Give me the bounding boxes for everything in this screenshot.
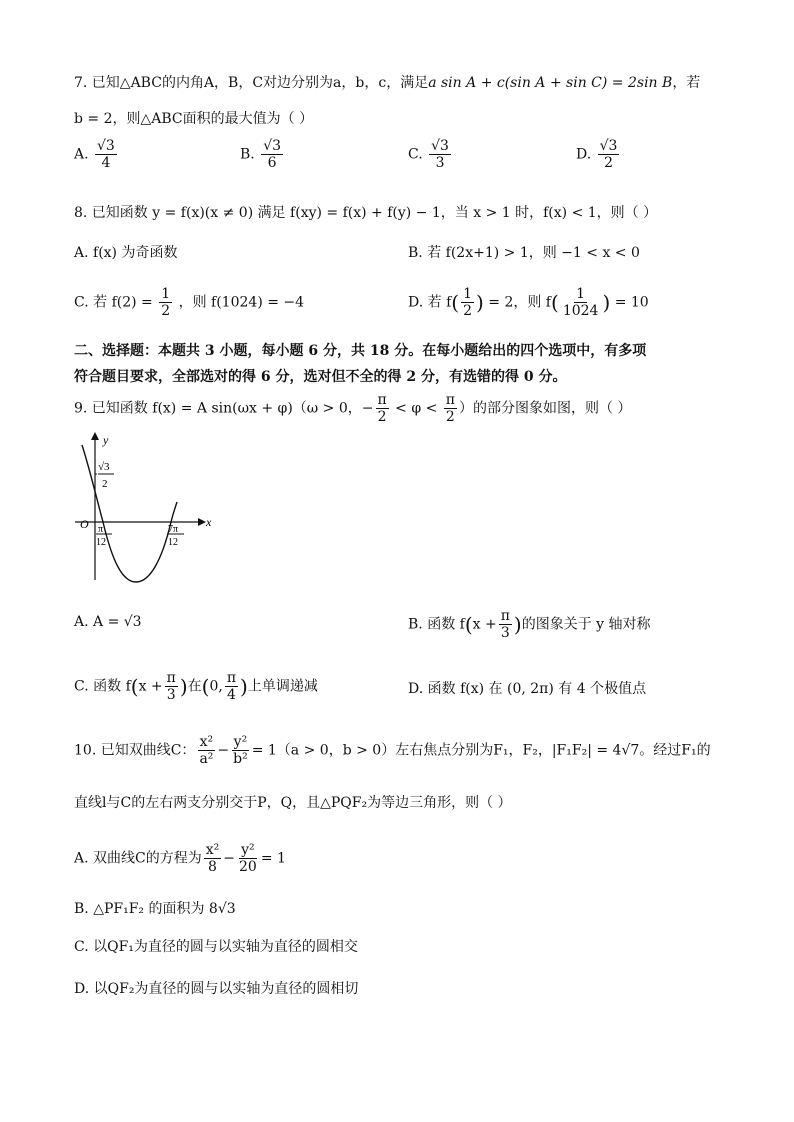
q9-option-d[interactable]: D. 函数 f(x) 在 (0, 2π) 有 4 个极值点: [408, 681, 647, 697]
q7-option-a[interactable]: [74, 138, 119, 171]
q10-stem-text: 10. 已知双曲线C：: [74, 742, 196, 759]
denominator: 2: [445, 409, 455, 426]
denominator: 2: [463, 303, 472, 320]
sine-curve: [82, 445, 177, 582]
fraction: [499, 608, 512, 641]
denominator: b²: [233, 751, 248, 768]
numerator: √3: [97, 138, 115, 154]
option-text: D. 若 f: [408, 294, 452, 311]
denominator: 2: [161, 303, 171, 320]
denominator: 3: [500, 625, 510, 642]
numerator: π: [166, 670, 176, 686]
x1-numerator: π: [98, 524, 104, 535]
interval-start: 0,: [209, 678, 223, 695]
y-value-numerator: √3: [98, 461, 110, 473]
x1-denominator: 12: [96, 537, 106, 548]
x2-denominator: 12: [168, 537, 178, 548]
q9-stem: [74, 392, 631, 425]
numerator: π: [445, 392, 455, 408]
fraction: [561, 286, 601, 319]
fraction: [225, 670, 238, 703]
option-text: A. 双曲线C的方程为: [74, 850, 202, 867]
fraction: [444, 392, 457, 425]
fraction: [598, 138, 620, 171]
minus-sign: −: [223, 850, 235, 867]
q10-option-b[interactable]: B. △PF₁F₂ 的面积为 8√3: [74, 901, 236, 917]
numerator: π: [377, 392, 387, 408]
denominator: 20: [238, 859, 257, 876]
numerator: √3: [263, 138, 282, 154]
numerator: y²: [233, 734, 248, 750]
fraction: [461, 286, 474, 319]
fraction: [261, 138, 283, 171]
option-text: B. 函数 f: [408, 616, 465, 633]
numerator: π: [226, 670, 237, 686]
option-text: C. 若 f(2) =: [74, 294, 153, 311]
expr: x +: [472, 616, 497, 633]
option-text-end: ，则 f(1024) = −4: [178, 294, 305, 311]
option-text-mid: = 2，则 f: [488, 294, 551, 311]
q9-option-b[interactable]: [408, 608, 651, 641]
paren-close: ): [476, 290, 484, 315]
x-axis-arrow: [198, 518, 206, 526]
q8-option-a[interactable]: A. f(x) 为奇函数: [74, 245, 178, 261]
fraction: [197, 734, 215, 767]
numerator: π: [500, 608, 510, 624]
paren-open: (: [130, 674, 139, 699]
option-text-end: 的图象关于 y 轴对称: [521, 616, 651, 633]
paren-close: ): [513, 612, 522, 637]
fraction: [165, 670, 178, 703]
paren-open: (: [451, 290, 460, 315]
option-label: D.: [576, 146, 592, 163]
q8-stem: 8. 已知函数 y = f(x)(x ≠ 0) 满足 f(xy) = f(x) + f(y) − 1，当 x > 1 时，f(x) < 1，则（ ）: [74, 205, 658, 221]
q9-stem-text-end: ）的部分图象如图，则（ ）: [458, 400, 632, 417]
expr: x +: [138, 678, 163, 695]
inequality: < φ <: [390, 400, 442, 417]
paren-close: ): [179, 674, 188, 699]
paren-close: ): [240, 674, 248, 699]
q7-stem-text: 7. 已知△ABC的内角A，B，C对边分别为a，b，c，满足: [74, 75, 429, 91]
y-axis-label: y: [103, 433, 109, 447]
section2-heading-line1: 二、选择题：本题共 3 小题，每小题 6 分，共 18 分。在每小题给出的四个选项中，有多项: [74, 343, 647, 359]
numerator: x²: [205, 842, 220, 858]
denominator: 3: [435, 155, 445, 172]
option-label: B.: [240, 146, 255, 163]
fraction: [204, 842, 222, 875]
q10-option-a[interactable]: [74, 842, 286, 875]
paren-open: (: [551, 290, 559, 315]
option-text: C. 函数 f: [74, 678, 131, 695]
q10-stem-text-end: = 1（a > 0，b > 0）左右焦点分别为F₁，F₂，|F₁F₂| = 4√7。经过F₁的: [251, 742, 711, 759]
denominator: 8: [208, 859, 217, 876]
numerator: 1: [463, 286, 472, 302]
numerator: 1: [576, 286, 586, 302]
q9-sine-graph: [70, 430, 220, 590]
y-value-denominator: 2: [102, 478, 108, 490]
option-text-mid: 在: [187, 678, 202, 695]
q8-option-d[interactable]: [408, 286, 649, 319]
q8-option-b[interactable]: B. 若 f(2x+1) > 1，则 −1 < x < 0: [408, 245, 640, 261]
numerator: x²: [199, 734, 214, 750]
option-text-end: = 10: [614, 294, 649, 311]
q7-option-c[interactable]: [408, 138, 453, 171]
denominator: 3: [166, 687, 176, 704]
fraction: [376, 392, 389, 425]
q7-stem-line1: [74, 72, 700, 92]
x-axis-label: x: [206, 515, 212, 529]
q7-stem-text-end: ，若: [672, 75, 701, 91]
fraction: [429, 138, 451, 171]
denominator: a²: [199, 751, 214, 768]
q10-stem-line1: [74, 734, 711, 767]
option-text-end: 上单调递减: [247, 678, 318, 695]
section2-heading-line2: 符合题目要求，全部选对的得 6 分，选对但不全的得 2 分，有选错的得 0 分。: [74, 369, 567, 385]
q8-option-c[interactable]: [74, 286, 304, 319]
denominator: 4: [226, 687, 236, 704]
q7-option-d[interactable]: [576, 138, 621, 171]
fraction: [159, 286, 172, 319]
q9-option-c[interactable]: [74, 670, 318, 703]
q9-option-a[interactable]: A. A = √3: [74, 614, 142, 630]
q7-stem-line2: b = 2，则△ABC面积的最大值为（ ）: [74, 111, 314, 127]
fraction: [95, 138, 117, 171]
paren-open: (: [201, 674, 210, 699]
numerator: 1: [161, 286, 171, 302]
y-axis-arrow: [91, 432, 99, 440]
q7-option-b[interactable]: [240, 138, 285, 171]
q10-option-d[interactable]: D. 以QF₂为直径的圆与以实轴为直径的圆相切: [74, 981, 359, 997]
paren-close: ): [602, 290, 611, 315]
fraction: [237, 842, 259, 875]
numerator: √3: [431, 138, 449, 154]
x2-numerator: 7π: [168, 524, 179, 535]
minus-sign: −: [361, 400, 374, 417]
q10-option-c[interactable]: C. 以QF₁为直径的圆与以实轴为直径的圆相交: [74, 939, 358, 955]
denominator: 2: [377, 409, 387, 426]
minus-sign: −: [217, 742, 230, 759]
origin-label: O: [80, 517, 89, 531]
denominator: 2: [604, 155, 614, 172]
q7-equation: a sin A + c(sin A + sin C) = 2sin B: [428, 75, 673, 91]
option-label: C.: [408, 146, 423, 163]
denominator: 1024: [562, 303, 599, 320]
q10-stem-line2: 直线l与C的左右两支分别交于P，Q，且△PQF₂为等边三角形，则（ ）: [74, 795, 512, 811]
numerator: √3: [599, 138, 618, 154]
denominator: 4: [101, 155, 111, 172]
fraction: [231, 734, 250, 767]
denominator: 6: [267, 155, 277, 172]
option-label: A.: [74, 146, 89, 163]
paren-open: (: [464, 612, 473, 637]
option-text-end: = 1: [260, 850, 286, 867]
numerator: y²: [241, 842, 255, 858]
q9-stem-text: 9. 已知函数 f(x) = A sin(ωx + φ)（ω > 0，: [74, 400, 362, 417]
